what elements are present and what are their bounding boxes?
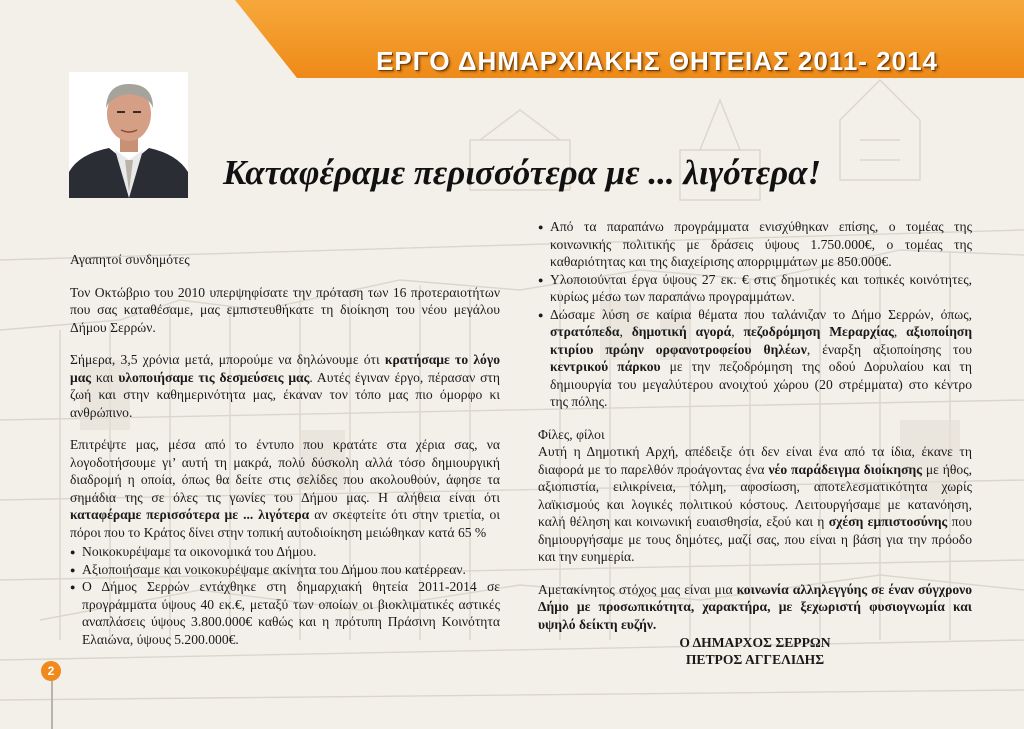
- signature-name: ΠΕΤΡΟΣ ΑΓΓΕΛΙΔΗΣ: [685, 652, 825, 667]
- signature: [640, 634, 870, 668]
- paragraph-goal: Αμετακίνητος στόχος μας είναι μια κοινωνία αλληλεγγύης σε έναν σύγχρονο Δήμο με προσωπικότητα, χαρακτήρα, με ξεχωριστή φυσιογνωμία και υψηλό δείκτη ευζήν.: [538, 581, 973, 632]
- list-item: ● Από τα παραπάνω προγράμματα ενισχύθηκαν επίσης, ο τομέας της κοινωνικής πολιτικής με δράσεις ύψους 1.750.000€, ο τομέας της καθαριότητας και της διαχείρισης απορριμμάτων με 850.000€.: [538, 218, 972, 271]
- programs-list: [538, 218, 972, 411]
- greeting: Αγαπητοί συνδημότες: [70, 252, 190, 267]
- paragraph-october-2010: Τον Οκτώβριο του 2010 υπερψηφίσατε την πρόταση των 16 προτεραιοτήτων που σας καταθέσαμε, μας εμπιστευθήκατε τη διοίκηση του νέου μεγάλου Δήμου Σερρών.: [70, 284, 500, 335]
- paragraph-municipal-authority: Αυτή η Δημοτική Αρχή, απέδειξε ότι δεν είναι ένα από τα ίδια, έκανε τη διαφορά με το παρελθόν προάγοντας ένα νέο παράδειγμα διοίκησης με ήθος, αξιοπιστία, ειλικρίνεια, τόλμη, αφοσίωση, αποτελεσματικότητα χωρίς λαϊκισμούς και λογικές πολιτικού κόστους. Λειτουργήσαμε με κατανόηση, καλή θέληση και κοινωνική ευαισθησία, εξού και η σχέση εμπιστοσύνης που δημιουργήσαμε με τους δημότες, μαζί σας, που είναι η βάση για την πρόοδο και την ευημερία.: [538, 444, 973, 564]
- page-number: 2: [41, 661, 61, 681]
- list-item: ● Δώσαμε λύση σε καίρια θέματα που ταλάνιζαν το Δήμο Σερρών, όπως, στρατόπεδα, δημοτική αγορά, πεζοδρόμηση Μεραρχίας, αξιοποίηση κτιρίου πρώην ορφανοτροφείου θηλέων, έναρξη αξιοποίησης του κεντρικού πάρκου με την πεζοδρόμηση της οδού Δορυλαίου και τη δημιουργία του μεγαλύτερου ανοιχτού χώρου (20 στρέμματα) στο κέντρο της πόλης.: [538, 306, 972, 411]
- paragraph-accountability: Επιτρέψτε μας, μέσα από το έντυπο που κρατάτε στα χέρια σας, να λογοδοτήσουμε γι’ αυτή τη μακρά, πολύ δύσκολη αλλά τόσο δημιουργική διαδρομή η οποία, όπως θα δείτε στις σελίδες που ακολουθούν, άφησε τα σημάδια της σε όλες τις γωνίες του Δήμου μας. Η αλήθεια είναι ότι καταφέραμε περισσότερα με ... λιγότερα αν σκεφτείτε ότι στην τριετία, οι πόροι που το Κράτος δίνει στην τοπική αυτοδιοίκηση μειώθηκαν κατά 65 %: [70, 437, 500, 540]
- achievements-list: [70, 543, 500, 648]
- list-item: ● Αξιοποιήσαμε και νοικοκυρέψαμε ακίνητα του Δήμου που κατέρρεαν.: [70, 561, 500, 579]
- list-item: ● Υλοποιούνται έργα ύψους 27 εκ. € στις δημοτικές και τοπικές κοινότητες, κυρίως μέσω των παραπάνω προγραμμάτων.: [538, 271, 972, 306]
- right-column: [538, 218, 972, 648]
- title-banner: [235, 0, 1024, 78]
- left-column: [70, 251, 500, 648]
- list-item: ● Ο Δήμος Σερρών εντάχθηκε στη δημαρχιακή θητεία 2011-2014 σε προγράμματα ύψους 40 εκ.€, μεταξύ των οποίων οι βιοκλιματικές αστικές αναπλάσεις ύψους 3.800.000€ καθώς και η πρότυπη Πράσινη Κοινότητα Ελαιώνα, ύψους 5.200.000€.: [70, 578, 500, 648]
- signature-title: Ο ΔΗΜΑΡΧΟΣ ΣΕΡΡΩΝ: [679, 635, 831, 650]
- page-divider: [51, 681, 53, 729]
- headline: Καταφέραμε περισσότερα με ... λιγότερα!: [223, 153, 822, 192]
- banner-title: ΕΡΓΟ ΔΗΜΑΡΧΙΑΚΗΣ ΘΗΤΕΙΑΣ 2011- 2014: [376, 46, 938, 76]
- paragraph-today: Σήμερα, 3,5 χρόνια μετά, μπορούμε να δηλώνουμε ότι κρατήσαμε το λόγο μας και υλοποιήσαμε τις δεσμεύσεις μας. Αυτές έγιναν έργο, πέρασαν στη ζωή και στην καθημερινότητα μας, έκαναν τον τόπο μας πιο όμορφο κι ανθρώπινο.: [70, 352, 501, 420]
- list-item: ● Νοικοκυρέψαμε τα οικονομικά του Δήμου.: [70, 543, 500, 561]
- friends-greeting: Φίλες, φίλοι: [538, 426, 605, 442]
- mayor-portrait: [69, 72, 188, 198]
